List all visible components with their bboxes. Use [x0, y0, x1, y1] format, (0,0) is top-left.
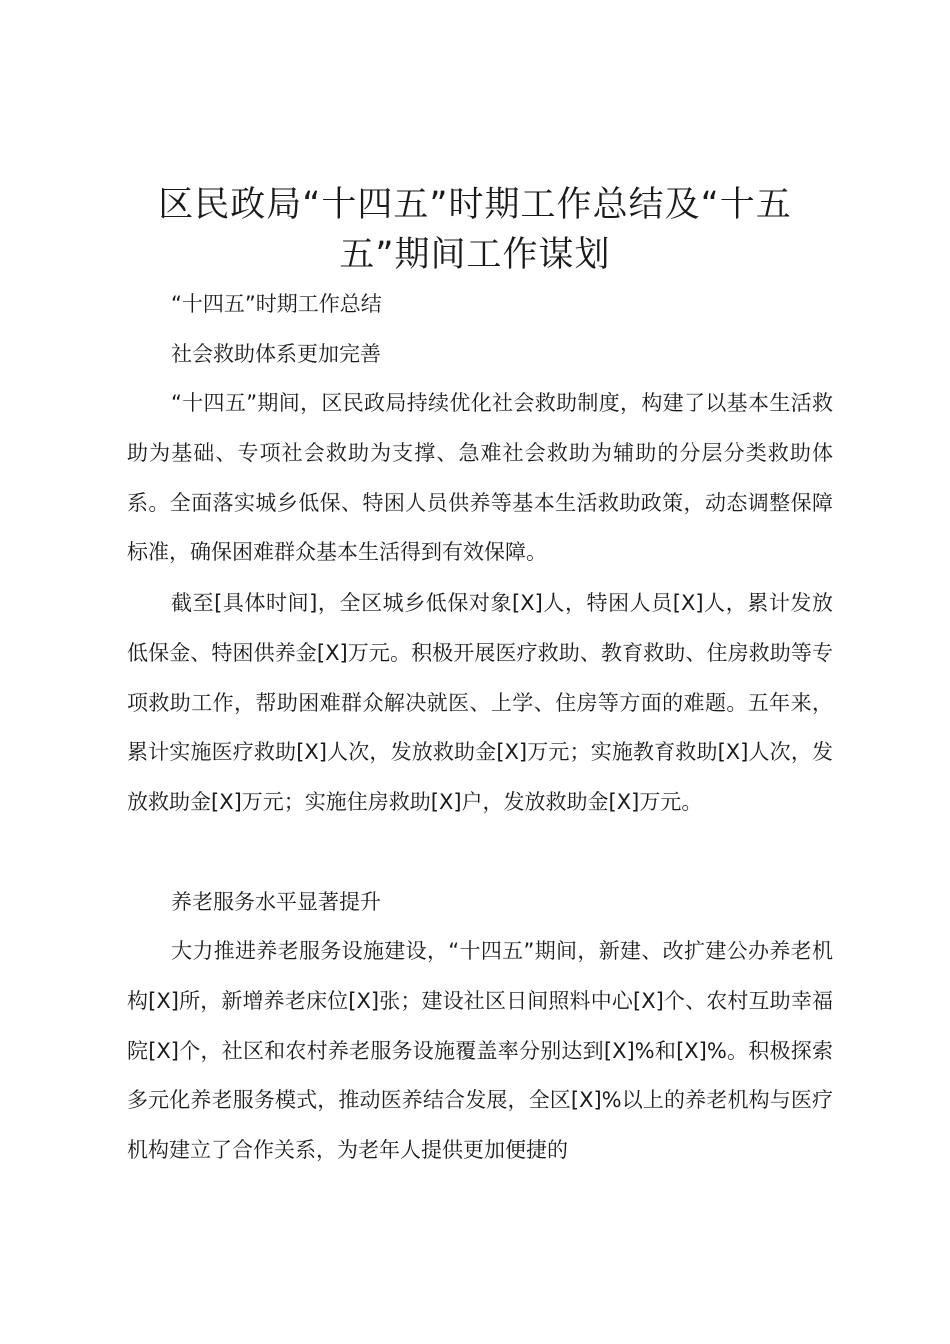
document-title: 区民政局“十四五”时期工作总结及“十五五”期间工作谋划 — [158, 185, 792, 275]
section-heading: “十四五”时期工作总结 — [171, 292, 382, 316]
paragraph-social-assistance-system: “十四五”期间，区民政局持续优化社会救助制度，构建了以基本生活救助为基础、专项社会救助为支撑、急难社会救助为辅助的分层分类救助体系。全面落实城乡低保、特困人员供养等基本生活救助政策，动态调整保障标准，确保困难群众基本生活得到有效保障。 — [127, 391, 833, 565]
paragraph-elderly-care-facilities: 大力推进养老服务设施建设，“十四五”期间，新建、改扩建公办养老机构[X]所，新增养老床位[X]张；建设社区日间照料中心[X]个、农村互助幸福院[X]个，社区和农村养老服务设施覆盖率分别达到[X]%和[X]%。积极探索多元化养老服务模式，推动医养结合发展，全区[X]%以上的养老机构与医疗机构建立了合作关系，为老年人提供更加便捷的 — [127, 939, 833, 1163]
subsection-heading-elderly-care: 养老服务水平显著提升 — [171, 890, 381, 914]
subsection-heading-social-assistance: 社会救助体系更加完善 — [171, 342, 381, 366]
paragraph-assistance-statistics: 截至[具体时间]，全区城乡低保对象[X]人，特困人员[X]人，累计发放低保金、特困供养金[X]万元。积极开展医疗救助、教育救助、住房救助等专项救助工作，帮助困难群众解决就医、上学、住房等方面的难题。五年来，累计实施医疗救助[X]人次，发放救助金[X]万元；实施教育救助[X]人次，发放救助金[X]万元；实施住房救助[X]户，发放救助金[X]万元。 — [127, 591, 833, 815]
